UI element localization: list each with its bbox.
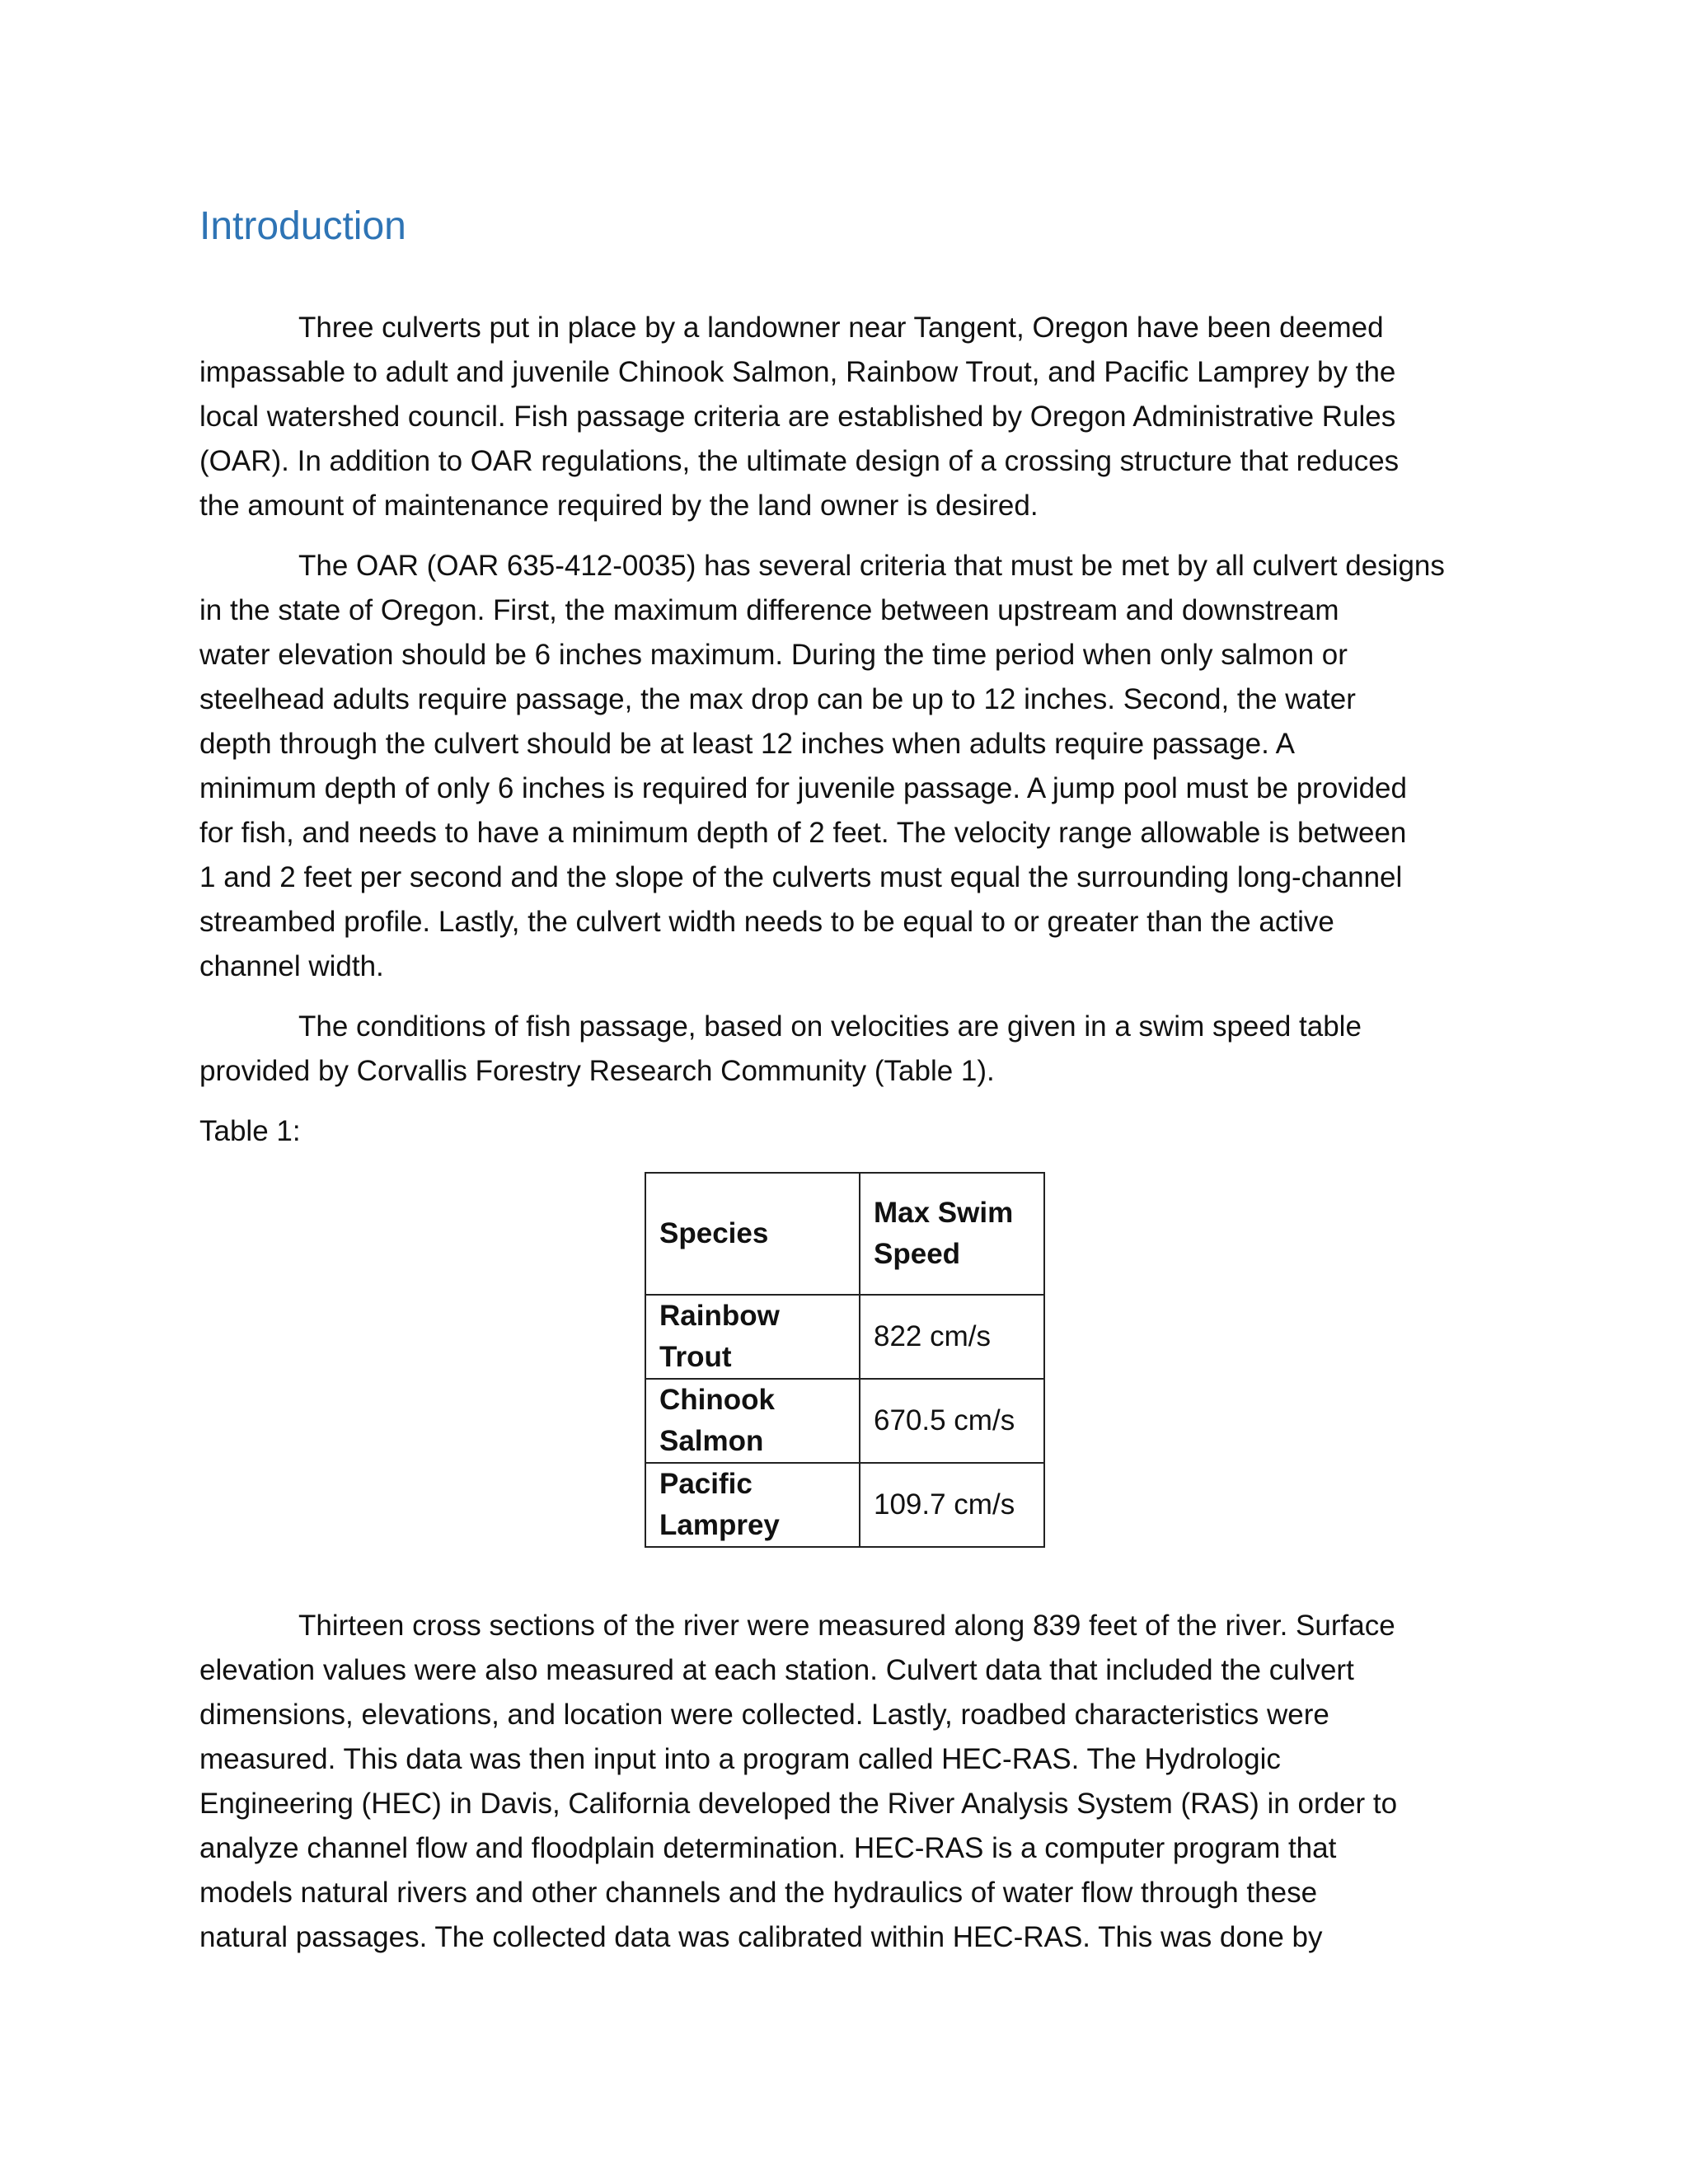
header-cell-max-swim-speed (860, 1173, 1044, 1295)
species-text: Chinook (659, 1384, 775, 1416)
text-line: 1 and 2 feet per second and the slope of the culverts must equal the surrounding long-channel (199, 861, 1403, 893)
header-text: Species (659, 1217, 769, 1249)
text-line: models natural rivers and other channels and the hydraulics of water flow through these (199, 1877, 1318, 1909)
text-line: The OAR (OAR 635-412-0035) has several criteria that must be met by all culvert designs (298, 550, 1445, 582)
table-header-row (645, 1173, 1044, 1295)
text-line: provided by Corvallis Forestry Research Community (Table 1). (199, 1055, 995, 1087)
paragraph-intro (199, 306, 1502, 528)
text-line: (OAR). In addition to OAR regulations, the ultimate design of a crossing structure that reduces (199, 445, 1400, 477)
text-line: minimum depth of only 6 inches is required for juvenile passage. A jump pool must be provided (199, 772, 1407, 804)
species-text: Trout (659, 1341, 732, 1373)
header-cell-species (645, 1173, 860, 1295)
text-line: measured. This data was then input into a program called HEC-RAS. The Hydrologic (199, 1743, 1281, 1775)
swim-speed-table (645, 1172, 1045, 1548)
header-text: Max Swim (874, 1197, 1014, 1229)
paragraph-oar-criteria (199, 544, 1502, 989)
species-cell (645, 1379, 860, 1463)
text-line: dimensions, elevations, and location were collected. Lastly, roadbed characteristics were (199, 1699, 1329, 1731)
table-row (645, 1295, 1044, 1379)
text-line: The conditions of fish passage, based on velocities are given in a swim speed table (298, 1010, 1362, 1043)
text-line: channel width. (199, 950, 384, 982)
text-line: in the state of Oregon. First, the maximum difference between upstream and downstream (199, 594, 1339, 626)
text-line: for fish, and needs to have a minimum depth of 2 feet. The velocity range allowable is between (199, 817, 1407, 849)
text-line: Three culverts put in place by a landowner near Tangent, Oregon have been deemed (298, 312, 1384, 344)
text-line: streambed profile. Lastly, the culvert width needs to be equal to or greater than the active (199, 906, 1334, 938)
paragraph-swim-speed-intro (199, 1005, 1502, 1094)
text-line: the amount of maintenance required by the land owner is desired. (199, 490, 1039, 522)
text-line: elevation values were also measured at each station. Culvert data that included the culvert (199, 1654, 1354, 1686)
text-line: impassable to adult and juvenile Chinook Salmon, Rainbow Trout, and Pacific Lamprey by the (199, 356, 1396, 388)
species-cell (645, 1463, 860, 1547)
species-text: Lamprey (659, 1509, 780, 1541)
text-line: depth through the culvert should be at least 12 inches when adults require passage. A (199, 728, 1295, 760)
text-line: steelhead adults require passage, the max drop can be up to 12 inches. Second, the water (199, 683, 1356, 715)
text-line: natural passages. The collected data was calibrated within HEC-RAS. This was done by (199, 1921, 1323, 1953)
speed-cell: 109.7 cm/s (860, 1463, 1044, 1547)
text-line: water elevation should be 6 inches maximum. During the time period when only salmon or (199, 639, 1348, 671)
text-line: Thirteen cross sections of the river were measured along 839 feet of the river. Surface (298, 1610, 1395, 1642)
text-line: analyze channel flow and floodplain determination. HEC-RAS is a computer program that (199, 1832, 1337, 1864)
table-row (645, 1463, 1044, 1547)
paragraph-hec-ras (199, 1604, 1502, 1960)
species-text: Pacific (659, 1468, 753, 1500)
species-text: Rainbow (659, 1300, 780, 1332)
header-text: Speed (874, 1238, 961, 1270)
text-line: Engineering (HEC) in Davis, California developed the River Analysis System (RAS) in order to (199, 1788, 1398, 1820)
section-heading: Introduction (199, 204, 406, 248)
species-cell (645, 1295, 860, 1379)
speed-cell: 670.5 cm/s (860, 1379, 1044, 1463)
speed-cell: 822 cm/s (860, 1295, 1044, 1379)
species-text: Salmon (659, 1425, 764, 1457)
table-caption: Table 1: (199, 1115, 301, 1147)
text-line: local watershed council. Fish passage criteria are established by Oregon Administrative Rules (199, 401, 1396, 433)
table-row (645, 1379, 1044, 1463)
